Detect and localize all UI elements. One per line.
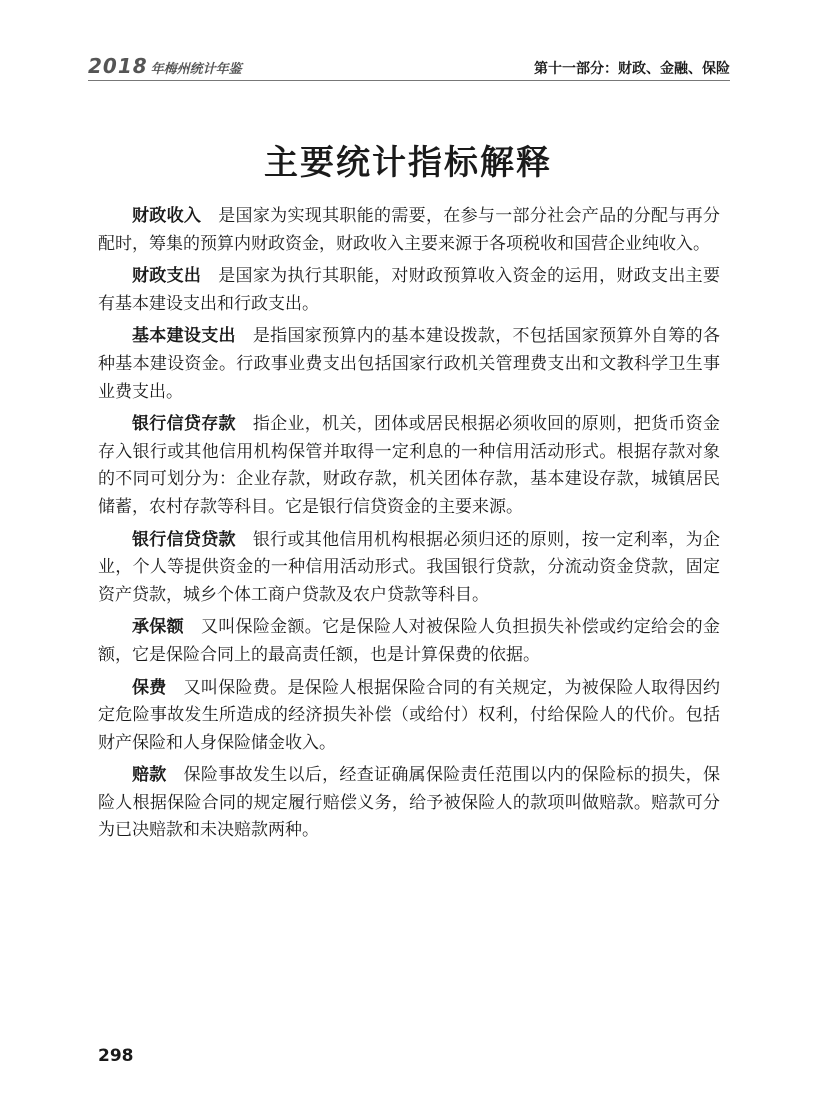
running-header bbox=[88, 54, 730, 81]
definition-term: 承保额 bbox=[132, 617, 184, 638]
definition-text: 又叫保险金额。它是保险人对被保险人负担损失补偿或约定给会的金额，它是保险合同上的最高责任额，也是计算保费的依据。 bbox=[98, 617, 720, 665]
definition-paragraph bbox=[98, 203, 720, 258]
definitions-list bbox=[98, 203, 720, 850]
header-book-name: 年梅州统计年鉴 bbox=[150, 62, 242, 77]
definition-paragraph bbox=[98, 675, 720, 758]
definition-paragraph bbox=[98, 614, 720, 669]
definition-text: 是指国家预算内的基本建设拨款，不包括国家预算外自筹的各种基本建设资金。行政事业费支出包括国家行政机关管理费支出和文教科学卫生事业费支出。 bbox=[98, 326, 720, 402]
definition-text: 又叫保险费。是保险人根据保险合同的有关规定，为被保险人取得因约定危险事故发生所造成的经济损失补偿（或给付）权利，付给保险人的代价。包括财产保险和人身保险储金收入。 bbox=[98, 677, 720, 753]
definition-paragraph bbox=[98, 527, 720, 610]
header-section: 第十一部分：财政、金融、保险 bbox=[534, 61, 730, 77]
page-number: 298 bbox=[98, 1046, 134, 1066]
definition-term: 财政收入 bbox=[132, 206, 202, 226]
definition-text: 保险事故发生以后，经查证确属保险责任范围以内的保险标的损失，保险人根据保险合同的规定履行赔偿义务，给予被保险人的款项叫做赔款。赔款可分为已决赔款和未决赔款两种。 bbox=[98, 765, 720, 841]
definition-paragraph bbox=[98, 411, 720, 521]
definition-text: 是国家为执行其职能，对财政预算收入资金的运用，财政支出主要有基本建设支出和行政支出。 bbox=[98, 266, 720, 314]
definition-term: 银行信贷存款 bbox=[132, 414, 236, 435]
definition-term: 银行信贷贷款 bbox=[132, 529, 236, 550]
definition-term: 财政支出 bbox=[132, 266, 202, 287]
definition-text: 指企业，机关，团体或居民根据必须收回的原则，把货币资金存入银行或其他信用机构保管并取得一定利息的一种信用活动形式。根据存款对象的不同可划分为：企业存款，财政存款，机关团体存款，基本建设存款，城镇居民储蓄，农村存款等科目。它是银行信贷资金的主要来源。 bbox=[98, 414, 720, 517]
definition-paragraph bbox=[98, 323, 720, 406]
definition-paragraph bbox=[98, 263, 720, 318]
definition-paragraph bbox=[98, 762, 720, 845]
definition-text: 银行或其他信用机构根据必须归还的原则，按一定利率，为企业，个人等提供资金的一种信用活动形式。我国银行贷款，分流动资金贷款，固定资产贷款，城乡个体工商户贷款及农户贷款等科目。 bbox=[98, 529, 720, 605]
definition-term: 赔款 bbox=[132, 765, 167, 786]
definition-term: 基本建设支出 bbox=[132, 326, 236, 347]
definition-text: 是国家为实现其职能的需要，在参与一部分社会产品的分配与再分配时，筹集的预算内财政资金，财政收入主要来源于各项税收和国营企业纯收入。 bbox=[98, 206, 720, 254]
header-book-title bbox=[88, 54, 242, 78]
header-year: 2018 bbox=[88, 54, 148, 78]
page-title: 主要统计指标解释 bbox=[264, 143, 552, 183]
definition-term: 保费 bbox=[132, 677, 167, 698]
